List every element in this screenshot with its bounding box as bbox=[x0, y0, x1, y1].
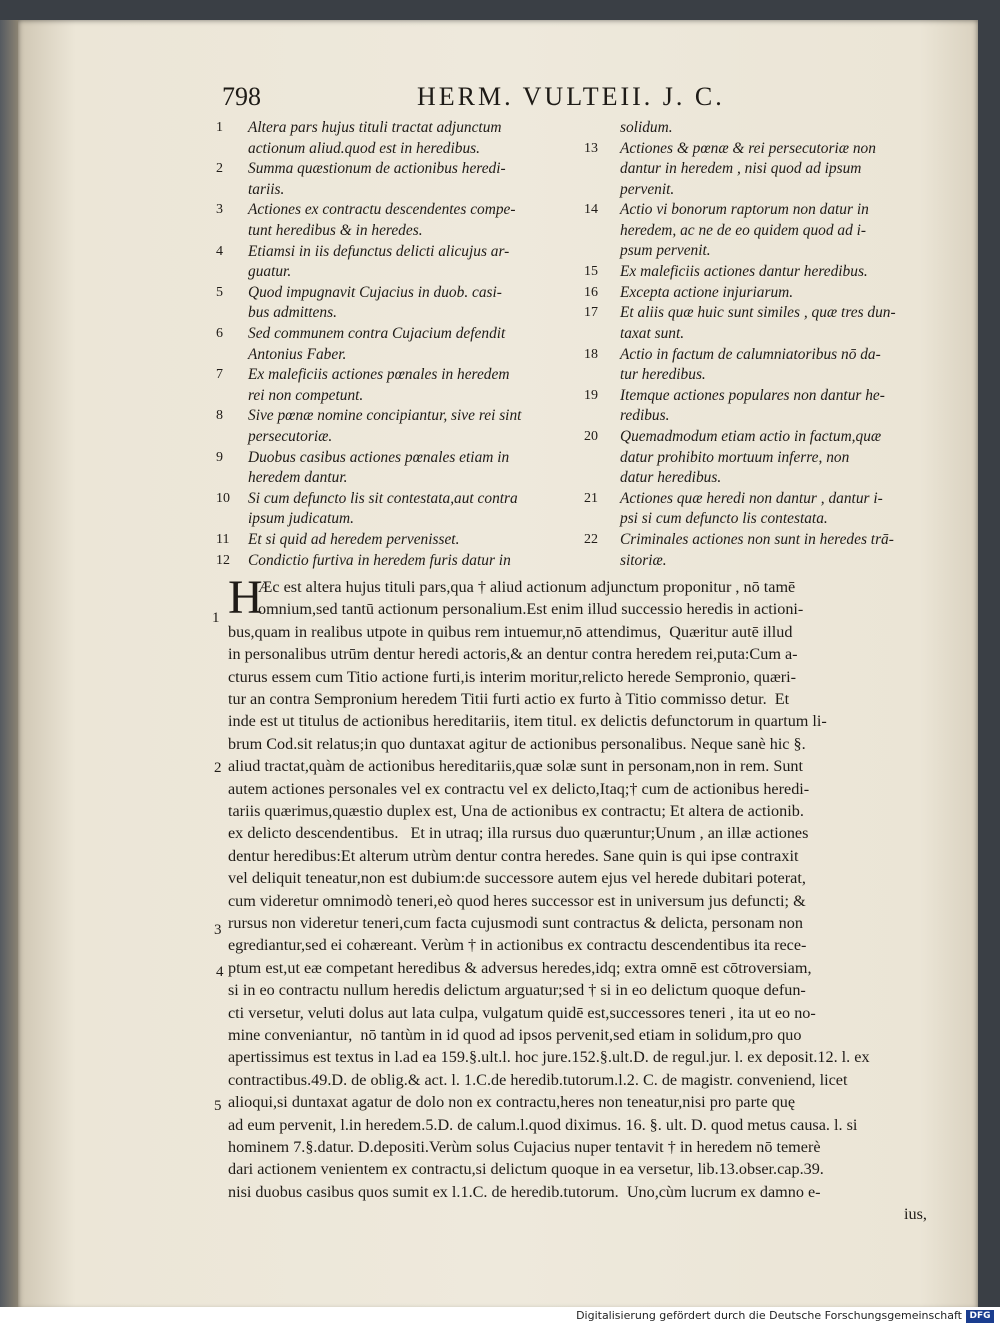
body-line: autem actiones personales vel ex contractu vel ex delicto,Itaq;† cum de actionibus heredi- bbox=[228, 779, 810, 798]
body-line: tur an contra Sempronium heredem Titii furti actio ex furto à Titio commisso detur. Et bbox=[228, 690, 790, 708]
summary-item-number: 20 bbox=[584, 429, 598, 444]
summary-item-text: Sed communem contra Cujacium defendit Antonius Faber. bbox=[248, 325, 506, 363]
page-number: 798 bbox=[222, 82, 261, 111]
summary-item-number: 14 bbox=[584, 202, 598, 218]
summary-item-number: 22 bbox=[584, 532, 598, 547]
summary-item-number: 9 bbox=[216, 449, 223, 465]
summary-continuation: solidum. bbox=[620, 119, 673, 136]
summary-item-number: 13 bbox=[584, 140, 598, 156]
footer-bar bbox=[0, 1307, 1000, 1327]
summary-item-text: Et aliis quæ huic sunt similes , quæ tres dun- taxat sunt. bbox=[620, 304, 896, 342]
body-line: bus,quam in realibus utpote in quibus rem intuemur,nō attendimus, Quæritur autē illud bbox=[228, 622, 793, 641]
summary-item-text: Actio vi bonorum raptorum non datur in heredem, ac ne de eo quidem quod ad i- psum pervenit. bbox=[620, 201, 869, 260]
body-line: alioqui,si duntaxat agatur de dolo non ex contractu,heres non teneatur,nisi pro parte quę bbox=[228, 1093, 796, 1112]
summary-item-text: Actiones quæ heredi non dantur , dantur i- psi si cum defuncto lis contestata. bbox=[620, 489, 883, 528]
summary-item-number: 11 bbox=[216, 532, 230, 547]
body-line: dentur heredibus:Et alterum utrùm dentur contra heredes. Sane quin is qui ipse contraxit bbox=[228, 846, 799, 865]
drop-capital: H bbox=[228, 571, 263, 624]
body-line: brum Cod.sit relatus;in quo duntaxat agitur de actionibus personalibus. Neque sanè hic §. bbox=[228, 734, 806, 753]
summary-item-number: 6 bbox=[216, 326, 223, 341]
body-line: in personalibus utrūm dentur heredi actoris,& an dentur contra heredem rei,puta:Cum a- bbox=[228, 645, 798, 664]
summary-item-number: 4 bbox=[216, 243, 223, 259]
body-line: cum videretur omnimodò teneri,eò quod heres successor est in universum jus defuncti; & bbox=[228, 891, 806, 910]
summary-item-number: 12 bbox=[216, 552, 230, 568]
body-line: omnium,sed tantū actionum personalium.Est enim illud successio heredis in actioni- bbox=[258, 600, 804, 619]
book-binding-edge bbox=[0, 20, 18, 1310]
summary-item-text: Criminales actiones non sunt in heredes trā- sitoriæ. bbox=[620, 531, 894, 569]
summary-item-text: Altera pars hujus tituli tractat adjunctum actionum aliud.quod est in heredibus. bbox=[248, 119, 502, 157]
summary-item-number: 16 bbox=[584, 284, 598, 300]
summary-item-text: Ex maleficiis actiones dantur heredibus. bbox=[620, 263, 868, 281]
margin-number: 5 bbox=[214, 1098, 222, 1114]
body-line: inde est ut titulus de actionibus hereditariis, item titul. ex delictis defunctorum in quartum li- bbox=[228, 712, 827, 731]
margin-number: 3 bbox=[214, 922, 222, 938]
summary-item-text: Si cum defuncto lis sit contestata,aut contra ipsum judicatum. bbox=[248, 489, 518, 528]
body-line: aliud tractat,quàm de actionibus hereditariis,quæ solæ sunt in personam,non in rem. Sunt bbox=[228, 757, 804, 776]
summary-item-number: 15 bbox=[584, 264, 598, 280]
body-line: cturus essem cum Titio actione furti,is interim moritur,relicto herede Sempronio, quæri- bbox=[228, 667, 797, 686]
body-line: apertissimus est textus in l.ad ea 159.§.ult.l. hoc jure.152.§.ult.D. de regul.jur. l. ex deposit.12. l. ex bbox=[228, 1048, 870, 1067]
margin-number: 2 bbox=[214, 760, 222, 776]
summary-item-text: Actio in factum de calumniatoribus nō da- tur heredibus. bbox=[620, 345, 881, 384]
summary-item-text: Et si quid ad heredem pervenisset. bbox=[248, 531, 460, 548]
summary-item-text: Summa quæstionum de actionibus heredi- tariis. bbox=[248, 160, 506, 198]
summary-item-number: 10 bbox=[216, 490, 230, 506]
body-line: rursus non videretur teneri,cum facta cujusmodi sunt contractus & delicta, personam non bbox=[228, 914, 803, 932]
digitization-credit: Digitalisierung gefördert durch die Deutsche Forschungsgemeinschaft bbox=[576, 1309, 962, 1322]
body-line: ad eum pervenit, l.in heredem.5.D. de calum.l.quod diximus. 16. §. ult. D. quod metus causa. l. si bbox=[228, 1115, 858, 1134]
summary-item-number: 17 bbox=[584, 305, 598, 321]
body-line: egrediantur,sed ei cohæreant. Verùm † in actionibus ex contractu descendentibus ita rece- bbox=[228, 936, 807, 955]
summary-item-number: 8 bbox=[216, 408, 223, 424]
body-line: ptum est,ut eæ competant heredibus & adversus heredes,idq; extra omnē est cōtroversiam, bbox=[228, 958, 812, 977]
body-line: contractibus.49.D. de oblig.& act. l. 1.C.de heredib.tutorum.l.2. C. de magistr. conveniend, licet bbox=[228, 1070, 848, 1089]
summary-item-text: Condictio furtiva in heredem furis datur in bbox=[248, 551, 511, 569]
summary-item-text: Quod impugnavit Cujacius in duob. casi- bus admittens. bbox=[248, 283, 502, 322]
summary-item-number: 21 bbox=[584, 490, 598, 506]
chapter-summary bbox=[216, 118, 956, 570]
summary-item-number: 18 bbox=[584, 346, 598, 362]
body-line: vel deliquit teneatur,non est dubium:de successore autem ejus vel herede dubitari poterat, bbox=[228, 869, 806, 888]
body-line: tariis quærimus,quæstio duplex est, Una de actionibus ex contractu; Et altera de actionib. bbox=[228, 802, 804, 820]
body-line: ius, bbox=[904, 1205, 927, 1224]
summary-item-text: Actiones ex contractu descendentes compe- tunt heredibus & in heredes. bbox=[248, 201, 516, 239]
summary-item-number: 3 bbox=[216, 202, 223, 218]
summary-item-text: Actiones & pœnæ & rei persecutoriæ non dantur in heredem , nisi quod ad ipsum pervenit. bbox=[620, 139, 876, 198]
body-line: Æc est altera hujus tituli pars,qua † aliud actionum adjunctum proponitur , nō tamē bbox=[258, 578, 796, 596]
summary-item-text: Duobus casibus actiones pœnales etiam in heredem dantur. bbox=[248, 448, 510, 487]
summary-item-text: Quemadmodum etiam actio in factum,quæ datur prohibito mortuum inferre, non datur heredibus. bbox=[620, 428, 882, 486]
summary-item-text: Sive pœnæ nomine concipiantur, sive rei sint persecutoriæ. bbox=[248, 407, 522, 445]
body-line: si in eo contractu nullum heredis delictum arguatur;sed † si in eo delictum quoque defun- bbox=[228, 981, 806, 1000]
summary-item-number: 19 bbox=[584, 387, 598, 403]
body-line: hominem 7.§.datur. D.depositi.Verùm solus Cujacius nuper tentavit † in heredem nō temerè bbox=[228, 1138, 821, 1156]
summary-item-number: 1 bbox=[216, 120, 223, 135]
summary-item-number: 5 bbox=[216, 284, 223, 300]
summary-item-text: Itemque actiones populares non dantur he- redibus. bbox=[620, 386, 885, 425]
running-head: HERM. VULTEII. J. C. bbox=[417, 82, 725, 111]
body-line: mine conveniantur, nō tantùm in id quod ad ipsos pervenit,sed etiam in solidum,pro quo bbox=[228, 1026, 802, 1044]
margin-number: 1 bbox=[212, 610, 220, 626]
body-line: dari actionem venientem ex contractu,si delictum quoque in ea versetur, lib.13.obser.cap.39. bbox=[228, 1160, 824, 1179]
summary-item-text: Ex maleficiis actiones pœnales in heredem rei non competunt. bbox=[248, 366, 510, 404]
body-line: nisi duobus casibus quos sumit ex l.1.C. de heredib.tutorum. Uno,cùm lucrum ex damno e- bbox=[228, 1182, 821, 1201]
summary-item-text: Excepta actione injuriarum. bbox=[620, 283, 794, 301]
summary-item-text: Etiamsi in iis defunctus delicti alicujus ar- guatur. bbox=[248, 242, 510, 281]
page-header bbox=[222, 82, 942, 120]
margin-number: 4 bbox=[216, 964, 224, 980]
body-line: cti versetur, veluti dolus aut lata culpa, vulgatum quidē est,successores teneri , ita ut eo no- bbox=[228, 1003, 816, 1022]
dfg-logo: DFG bbox=[966, 1310, 994, 1323]
body-line: ex delicto descendentibus. Et in utraq; illa rursus duo quæruntur;Unum , an illæ actiones bbox=[228, 824, 809, 843]
summary-item-number: 2 bbox=[216, 161, 223, 177]
summary-item-number: 7 bbox=[216, 367, 223, 383]
